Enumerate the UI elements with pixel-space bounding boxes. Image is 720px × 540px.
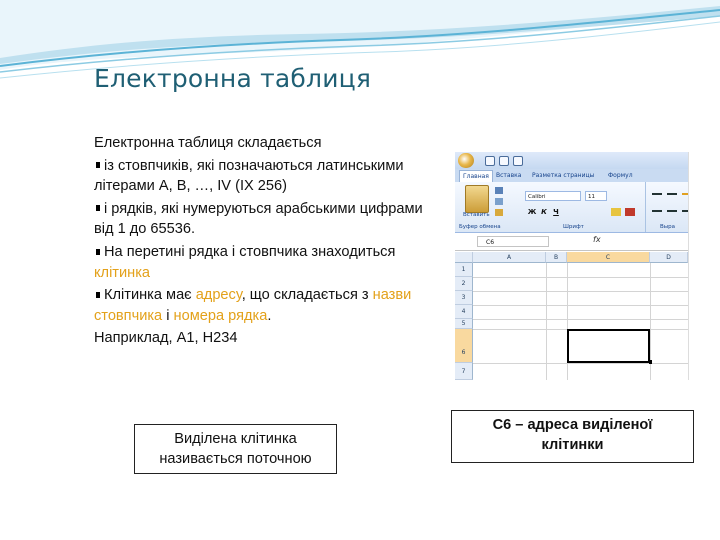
select-all-corner[interactable] xyxy=(455,252,473,263)
grid-line xyxy=(546,263,547,380)
column-header-d[interactable]: D xyxy=(650,252,688,263)
undo-icon[interactable] xyxy=(499,156,509,166)
fx-icon[interactable]: fx xyxy=(593,235,601,244)
row-header-3[interactable]: 3 xyxy=(455,291,473,305)
callout-current-cell xyxy=(134,424,337,474)
ribbon-divider xyxy=(645,182,646,232)
fill-color-icon[interactable] xyxy=(611,208,621,216)
term-cell: клітинка xyxy=(94,264,151,281)
bullet-columns-text: із стовпчиків, які позначаються латинськими літерами А, В, …, IV (ІХ 256) xyxy=(94,157,404,195)
excel-screenshot xyxy=(455,152,689,380)
grid-line xyxy=(473,291,688,292)
grid-line xyxy=(473,277,688,278)
page-title: Електронна таблиця xyxy=(94,64,372,93)
row-header-5[interactable]: 5 xyxy=(455,319,473,329)
term-row-number: номера рядка xyxy=(173,307,268,324)
cut-icon[interactable] xyxy=(495,187,503,194)
grid-line xyxy=(473,319,688,320)
italic-button[interactable]: К xyxy=(541,208,547,216)
callout-cell-address-line1: С6 – адреса виділеної xyxy=(492,417,653,433)
align-left-icon[interactable] xyxy=(652,210,662,212)
grid-line xyxy=(473,363,688,364)
row-header-1[interactable]: 1 xyxy=(455,263,473,277)
bullet-rows xyxy=(94,199,434,240)
callout-cell-address xyxy=(451,410,694,463)
redo-icon[interactable] xyxy=(513,156,523,166)
underline-button[interactable]: Ч xyxy=(553,208,559,216)
bold-button[interactable]: Ж xyxy=(527,208,537,216)
callout-current-cell-line2: називається поточною xyxy=(159,451,312,467)
body-text xyxy=(94,133,434,351)
column-header-c[interactable]: C xyxy=(567,252,650,263)
bullet-icon xyxy=(96,205,100,211)
grid-line xyxy=(473,305,688,306)
selected-cell-c6[interactable] xyxy=(567,329,650,363)
paste-label: Вставить xyxy=(463,212,490,218)
fill-handle[interactable] xyxy=(649,360,652,364)
bullet-address-mid: , що складається з xyxy=(241,287,373,304)
callout-current-cell-line1: Виділена клітинка xyxy=(174,431,297,447)
row-header-2[interactable]: 2 xyxy=(455,277,473,291)
quick-access-toolbar xyxy=(455,152,688,169)
bullet-columns xyxy=(94,156,434,197)
paste-button[interactable] xyxy=(465,185,489,213)
align-center-icon[interactable] xyxy=(667,210,677,212)
group-font-label: Шрифт xyxy=(563,224,584,230)
formula-bar xyxy=(455,233,688,251)
save-icon[interactable] xyxy=(485,156,495,166)
name-box[interactable]: C6 xyxy=(477,236,549,247)
column-header-a[interactable]: A xyxy=(473,252,546,263)
format-painter-icon[interactable] xyxy=(495,209,503,216)
term-column-name: назви стовпчика xyxy=(94,287,412,324)
tab-page-layout[interactable]: Разметка страницы xyxy=(532,172,595,179)
font-name-select[interactable]: Calibri xyxy=(525,191,581,201)
column-header-b[interactable]: B xyxy=(546,252,567,263)
bullet-icon xyxy=(96,162,100,168)
ribbon xyxy=(455,182,688,233)
office-logo-icon[interactable] xyxy=(458,153,474,168)
row-header-4[interactable]: 4 xyxy=(455,305,473,319)
tab-formulas[interactable]: Формул xyxy=(608,172,633,179)
align-middle-icon[interactable] xyxy=(667,193,677,195)
bullet-rows-text: і рядків, які нумеруються арабськими цифрами від 1 до 65536. xyxy=(94,200,423,238)
row-header-6[interactable]: 6 xyxy=(455,329,473,363)
group-clipboard-label: Буфер обмена xyxy=(459,224,501,230)
align-right-icon[interactable] xyxy=(682,210,688,212)
tab-home[interactable]: Главная xyxy=(459,170,493,183)
callout-cell-address-line2: клітинки xyxy=(541,437,604,453)
bullet-address xyxy=(94,285,434,326)
ribbon-tabs xyxy=(455,169,688,182)
intro-line: Електронна таблиця складається xyxy=(94,135,322,151)
align-top-icon[interactable] xyxy=(652,193,662,195)
bullet-icon xyxy=(96,249,100,255)
group-align-label: Выра xyxy=(660,224,675,230)
bullet-cell-text: На перетині рядка і стовпчика знаходиться xyxy=(104,243,396,260)
font-color-icon[interactable] xyxy=(625,208,635,216)
bullet-cell xyxy=(94,242,434,283)
example-line: Наприклад, А1, Н234 xyxy=(94,330,238,347)
copy-icon[interactable] xyxy=(495,198,503,205)
font-size-select[interactable]: 11 xyxy=(585,191,607,201)
row-header-7[interactable]: 7 xyxy=(455,363,473,380)
tab-insert[interactable]: Вставка xyxy=(496,172,522,179)
term-address: адресу xyxy=(195,287,242,304)
bullet-address-and: і xyxy=(162,307,174,324)
bullet-icon xyxy=(96,292,100,298)
bullet-address-text: Клітинка має xyxy=(104,287,196,304)
align-bottom-icon[interactable] xyxy=(682,193,688,195)
bullet-address-end: . xyxy=(267,307,272,324)
